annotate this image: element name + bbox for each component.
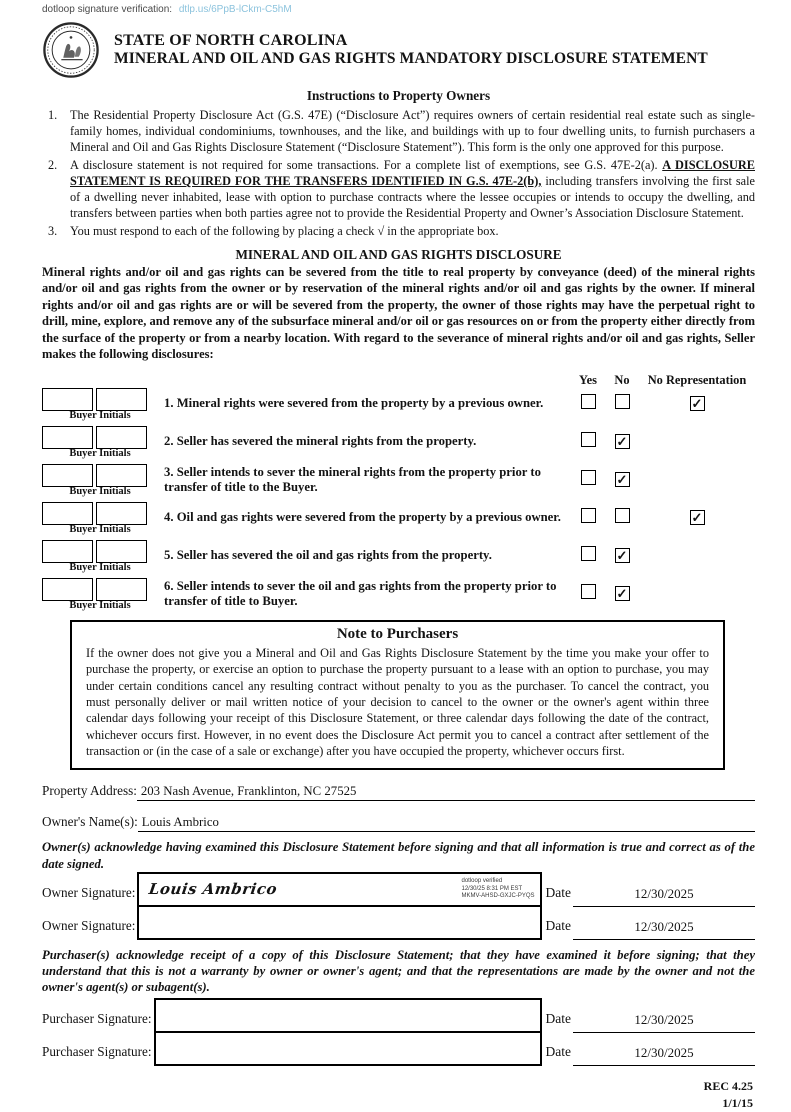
statement-number: 6. [164, 578, 174, 593]
buyer-initials-group [42, 426, 158, 459]
buyer-initials-group [42, 578, 158, 611]
stamp-line: MKMV-AHSD-GXJC-PYQS [461, 893, 535, 900]
statement-number: 5. [164, 548, 174, 563]
statement-text: Seller intends to sever the mineral rights from the property prior to transfer of title to the Buyer. [164, 464, 541, 495]
date-label: Date [545, 1043, 571, 1059]
property-address-field[interactable]: 203 Nash Avenue, Franklinton, NC 27525 [137, 784, 755, 801]
verification-link[interactable]: dtlp.us/6PpB-lCkm-C5hM [178, 4, 292, 15]
instruction-text [70, 158, 755, 220]
buyer-initial-box[interactable] [42, 464, 93, 487]
instruction-text-post: including transfers involving the first sale of a dwelling never inhabited, lease with option to purchase contracts where the lessee occupies or intends to occupy the dwelling, and transfers between parties when both parties agree not to provide the Residential Property and Owner’s Association Disclosure Statement. [70, 173, 755, 220]
statement [158, 548, 571, 564]
buyer-initial-box[interactable] [42, 540, 93, 563]
owner-date-field-2[interactable]: 12/30/2025 [573, 919, 755, 940]
purchaser-date-field-2[interactable]: 12/30/2025 [573, 1045, 755, 1066]
checkbox-no[interactable] [615, 394, 630, 409]
checkbox-yes[interactable] [581, 470, 596, 485]
statement-number: 1. [164, 396, 174, 411]
buyer-initials-group [42, 502, 158, 535]
owner-name-field[interactable]: Louis Ambrico [138, 815, 755, 832]
form-revision-date: 1/1/15 [722, 1095, 753, 1110]
statement-text: Seller has severed the mineral rights from the property. [176, 434, 477, 449]
owner-date-field-1[interactable]: 12/30/2025 [573, 886, 755, 907]
stamp-line: dotloop verified [461, 877, 503, 884]
purchaser-signature-row-2 [42, 1031, 755, 1066]
buyer-initials-group [42, 388, 158, 421]
purchaser-signature-field-1[interactable] [154, 998, 542, 1033]
purchaser-acknowledgment: Purchaser(s) acknowledge receipt of a copy of this Disclosure Statement; that they have examined it before signing; that they understand that this is not a warranty by owner or owner's agent; and that the representations are made by the owner and not the owner's agent(s) or subagent(s). [42, 947, 755, 995]
verification-bar [42, 4, 755, 15]
form-titles [114, 32, 708, 68]
statement [158, 465, 571, 497]
purchaser-signature-label: Purchaser Signature: [42, 1043, 152, 1059]
checkbox-yes[interactable] [581, 432, 596, 447]
purchaser-signature-field-2[interactable] [154, 1031, 542, 1066]
buyer-initials-group [42, 464, 158, 497]
property-address-label: Property Address: [42, 783, 137, 799]
note-title: Note to Purchasers [336, 625, 459, 642]
purchaser-signature-row-1 [42, 998, 755, 1033]
checkbox-yes[interactable] [581, 508, 596, 523]
owner-signature-label: Owner Signature: [42, 917, 136, 933]
statement [158, 510, 571, 526]
note-to-purchasers-box [70, 620, 725, 770]
buyer-initial-box[interactable] [42, 578, 93, 601]
dotloop-verified-stamp [462, 878, 535, 901]
purchaser-signature-label: Purchaser Signature: [42, 1010, 152, 1026]
statement [158, 434, 571, 450]
note-body: If the owner does not give you a Mineral and Oil and Gas Rights Disclosure Statement by the time you make your offer to purchase the property, or exercise an option to purchase the property pursuant to a lease with an option to purchase, you may under certain conditions cancel any resulting contract without penalty to you as the purchaser. To cancel the contract, you must personally deliver or mail written notice of your decision to cancel to the owner or the owner's agent within three calendar days following your receipt of this Disclosure Statement, or three calendar days following the date of the contract, whichever occurs first. However, in no event does the Disclosure Act permit you to cancel a contract after settlement of the transaction or (in the case of a sale or exchange) after you have occupied the property, whichever occurs first. [86, 645, 709, 758]
instruction-item-3 [42, 224, 755, 240]
form-code: REC 4.25 [703, 1078, 753, 1093]
buyer-initial-box[interactable] [96, 578, 147, 601]
date-label: Date [545, 1010, 571, 1026]
column-header-no-representation: No Representation [647, 372, 747, 387]
statement-text: Seller intends to sever the oil and gas rights from the property prior to transfer of title to Buyer. [164, 578, 557, 609]
disclosure-intro: Mineral rights and/or oil and gas rights can be severed from the title to real property by conveyance (deed) of the mineral rights and/or oil and gas rights from the owner or by reservation of the mineral rights and/or oil and gas rights by the owner. If mineral rights and/or oil and gas rights are or will be severed from the property, the owner of those rights may have the perpetual right to drill, mine, explore, and remove any of the subsurface mineral and/or oil or gas resources on or from the property either directly from the surface of the property or from a nearby location. With regard to the severance of mineral rights and/or oil and gas rights, Seller makes the following disclosures: [42, 264, 755, 362]
checkbox-yes[interactable] [581, 546, 596, 561]
buyer-initial-box[interactable] [42, 502, 93, 525]
statement-text: Mineral rights were severed from the property by a previous owner. [176, 396, 544, 411]
instruction-number: 2. [48, 157, 58, 172]
buyer-initial-box[interactable] [96, 464, 147, 487]
buyer-initial-box[interactable] [96, 502, 147, 525]
disclosure-row-4 [42, 502, 755, 535]
owner-name-label: Owner's Name(s): [42, 814, 138, 830]
disclosure-column-headers [42, 373, 755, 388]
buyer-initials-label: Buyer Initials [69, 485, 131, 497]
state-title: STATE OF NORTH CAROLINA [114, 32, 348, 49]
statement-number: 2. [164, 434, 174, 449]
buyer-initials-label: Buyer Initials [69, 561, 131, 573]
form-footer [42, 1078, 755, 1112]
form-header [42, 21, 755, 79]
verification-label: dotloop signature verification: [42, 4, 173, 15]
disclosure-row-1 [42, 388, 755, 421]
statement-text: Oil and gas rights were severed from the property by a previous owner. [176, 510, 561, 525]
instruction-text: You must respond to each of the following by placing a check √ in the appropriate box. [70, 223, 499, 238]
checkbox-no[interactable]: ✓ [615, 472, 630, 487]
checkbox-no[interactable] [615, 508, 630, 523]
disclosure-row-6 [42, 578, 755, 611]
instruction-item-2 [42, 158, 755, 222]
buyer-initial-box[interactable] [96, 426, 147, 449]
column-header-yes: Yes [579, 372, 597, 387]
instruction-number: 1. [48, 108, 58, 122]
disclosure-row-5 [42, 540, 755, 573]
instruction-text: The Residential Property Disclosure Act (G.S. 47E) (“Disclosure Act”) requires owners of certain residential real estate such as single-family homes, individual condominiums, townhouses, and the like, and buildings with up to four dwelling units, to furnish purchasers a Mineral and Oil and Gas Rights Disclosure Statement (“Disclosure Statement”). This form is the only one approved for this purpose. [70, 108, 755, 154]
checkbox-no[interactable]: ✓ [615, 434, 630, 449]
checkbox-yes[interactable] [581, 394, 596, 409]
stamp-line: 12/30/25 8:31 PM EST [461, 885, 523, 892]
date-label: Date [545, 884, 571, 900]
buyer-initial-box[interactable] [42, 388, 93, 411]
column-header-no: No [614, 372, 630, 387]
owner-signature-field-2[interactable] [137, 905, 541, 940]
owner-signature-field-1[interactable] [137, 872, 541, 907]
buyer-initial-box[interactable] [96, 388, 147, 411]
statement [158, 579, 571, 611]
buyer-initials-group [42, 540, 158, 573]
instruction-number: 3. [48, 223, 58, 238]
disclosure-row-3 [42, 464, 755, 497]
buyer-initial-box[interactable] [96, 540, 147, 563]
owner-signature-label: Owner Signature: [42, 884, 136, 900]
disclosure-heading: MINERAL AND OIL AND GAS RIGHTS DISCLOSURE [235, 246, 562, 262]
statement-text: Seller has severed the oil and gas rights from the property. [176, 548, 492, 563]
buyer-initials-label: Buyer Initials [69, 599, 131, 611]
checkbox-yes[interactable] [581, 584, 596, 599]
instructions-heading: Instructions to Property Owners [306, 88, 491, 103]
buyer-initials-label: Buyer Initials [69, 447, 131, 459]
buyer-initials-label: Buyer Initials [69, 523, 131, 535]
buyer-initials-label: Buyer Initials [69, 409, 131, 421]
instruction-item-1 [42, 108, 755, 156]
checkbox-no-representation[interactable]: ✓ [690, 510, 705, 525]
owner-signature-row-1 [42, 872, 755, 907]
checkbox-no[interactable]: ✓ [615, 548, 630, 563]
statement [158, 396, 571, 412]
property-address-row [42, 783, 755, 801]
nc-real-estate-commission-seal-icon [42, 21, 100, 79]
checkbox-no-representation[interactable]: ✓ [690, 396, 705, 411]
form-title: MINERAL AND OIL AND GAS RIGHTS MANDATORY DISCLOSURE STATEMENT [114, 50, 708, 67]
statement-number: 4. [164, 510, 174, 525]
owner-signature-value: Louis Ambrico [148, 880, 279, 899]
buyer-initial-box[interactable] [42, 426, 93, 449]
owner-acknowledgment: Owner(s) acknowledge having examined this Disclosure Statement before signing and that all information is true and correct as of the date signed. [42, 840, 755, 871]
date-label: Date [545, 917, 571, 933]
owner-name-row [42, 814, 755, 832]
disclosure-row-2 [42, 426, 755, 459]
statement-number: 3. [164, 464, 174, 479]
instruction-text-emphasis: A DISCLOSURE STATEMENT IS REQUIRED FOR THE TRANSFERS IDENTIFIED IN G.S. 47E-2(b), [70, 157, 755, 188]
purchaser-date-field-1[interactable]: 12/30/2025 [573, 1012, 755, 1033]
instruction-text-pre: A disclosure statement is not required for some transactions. For a complete list of exemptions, see G.S. 47E-2(a). [70, 157, 663, 172]
checkbox-no[interactable]: ✓ [615, 586, 630, 601]
owner-signature-row-2 [42, 905, 755, 940]
